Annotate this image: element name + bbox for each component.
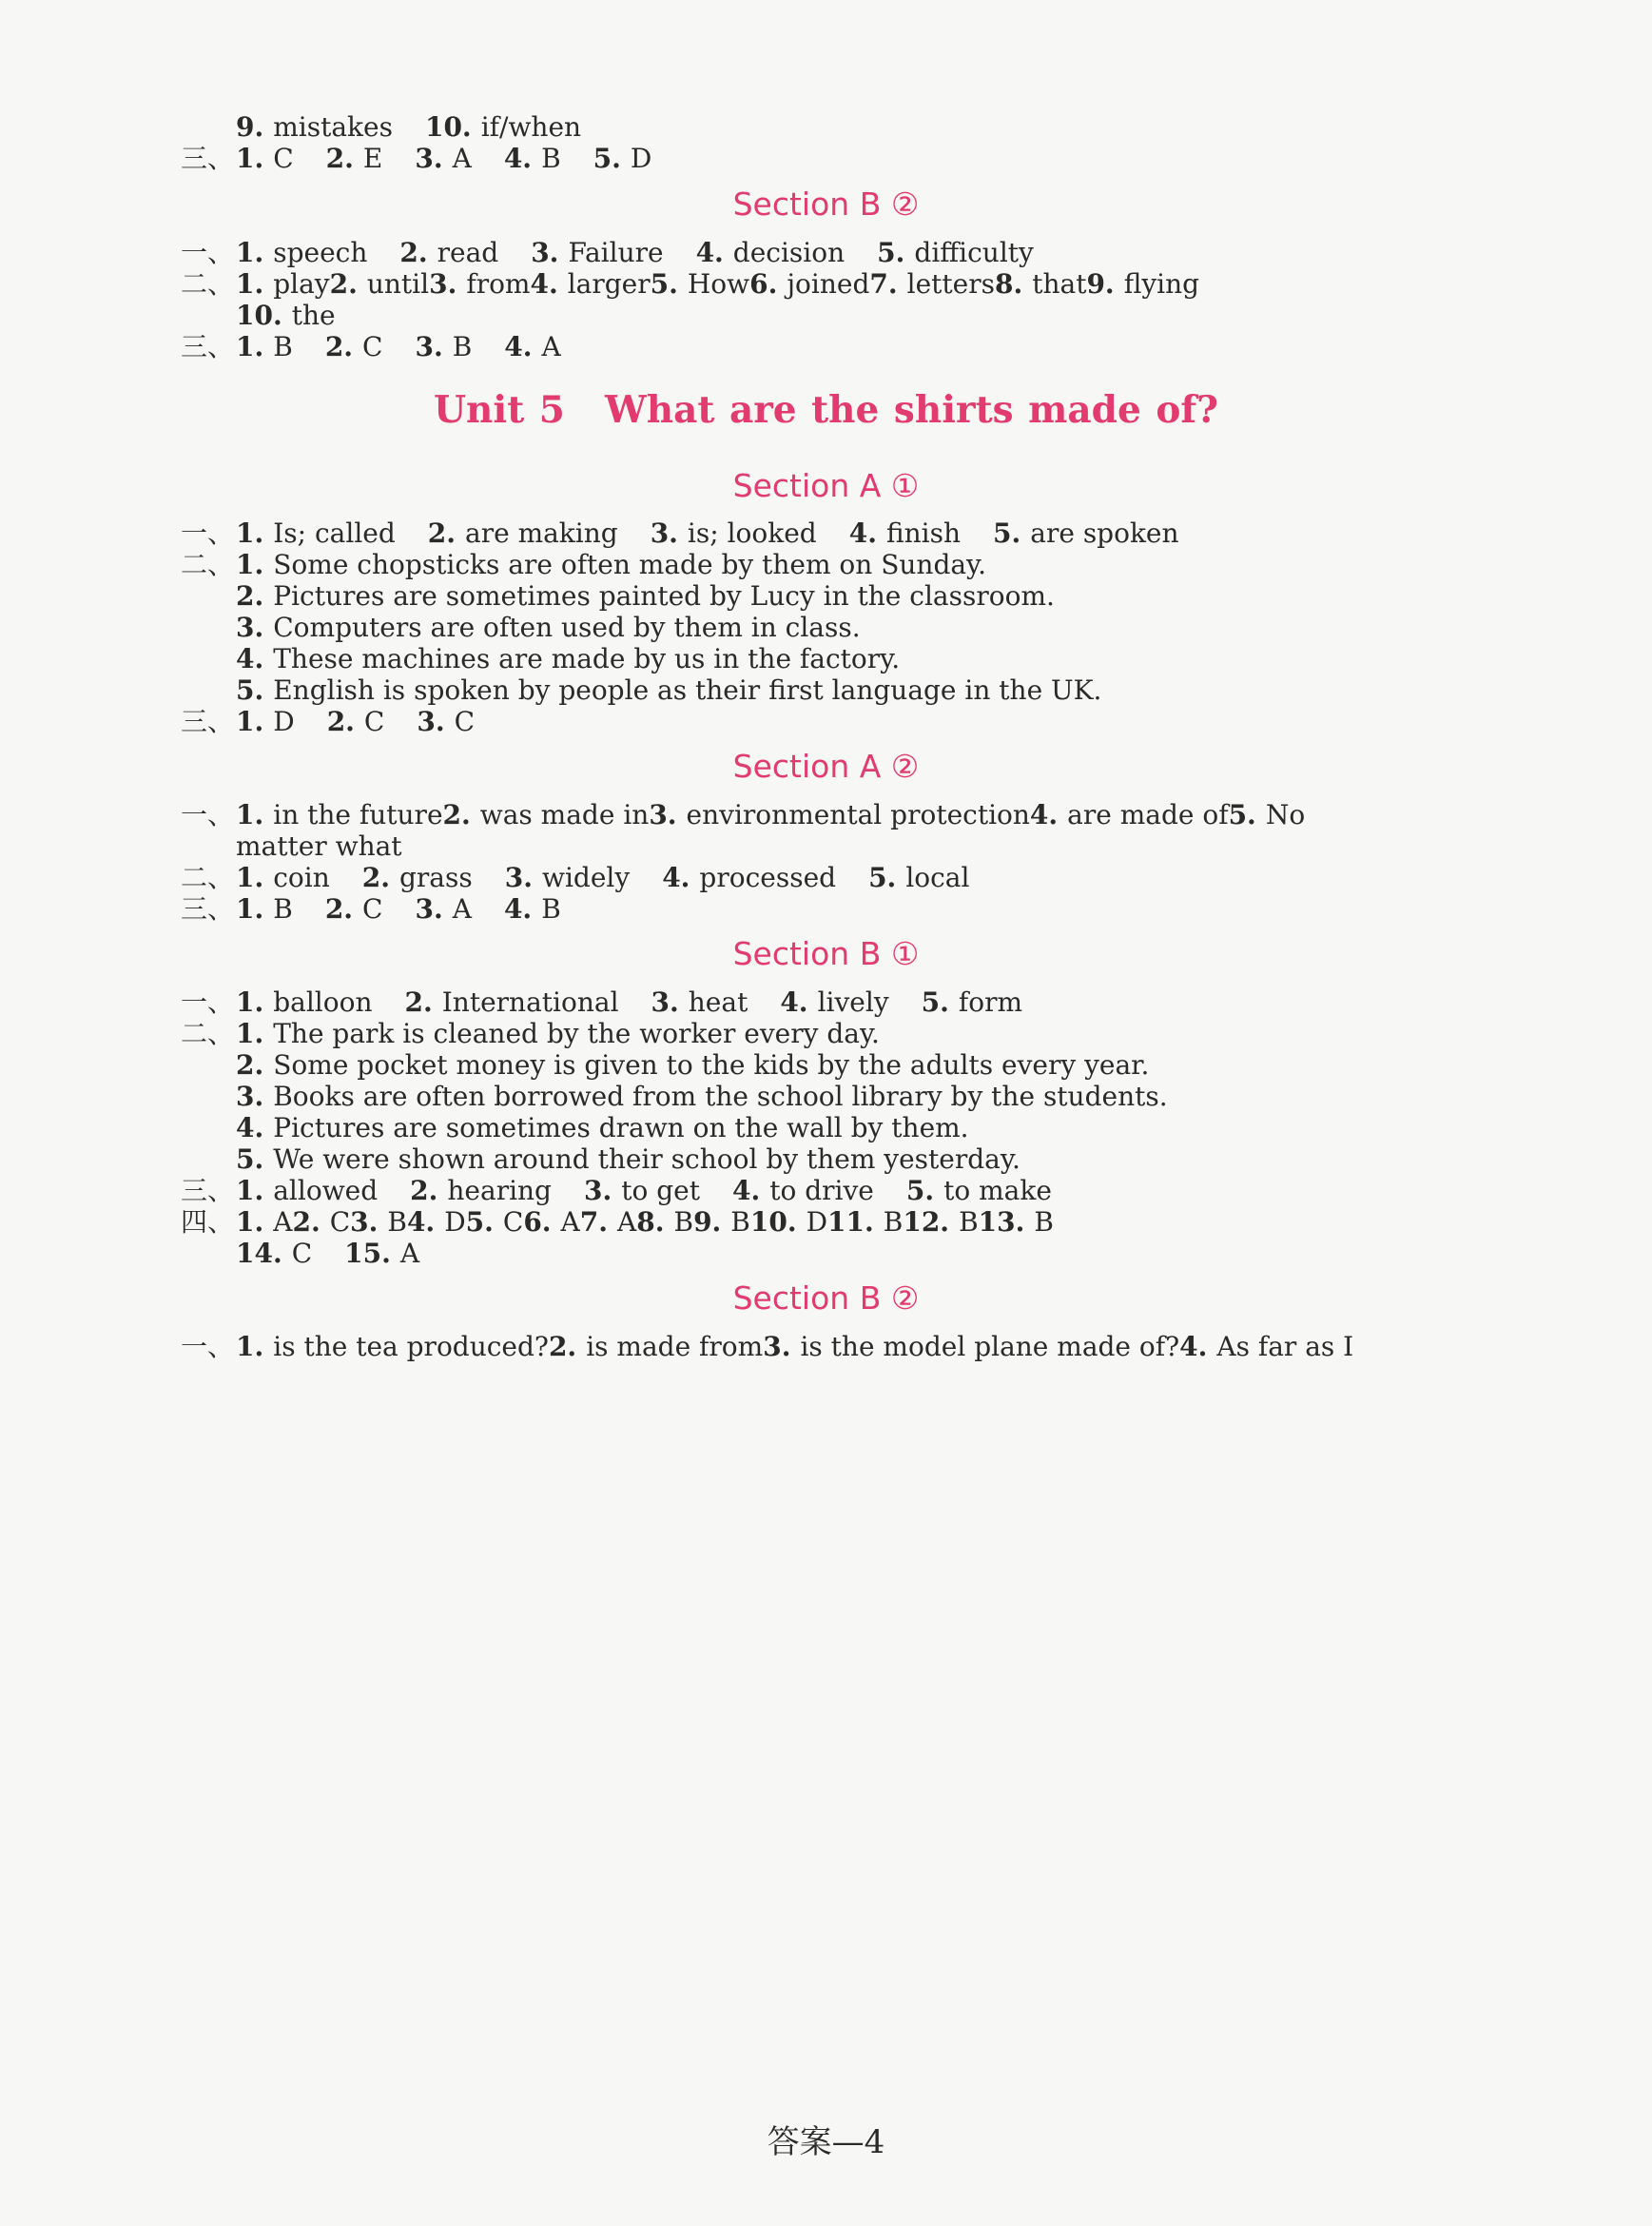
item-answer: A [452,893,472,925]
answer-item [415,893,471,925]
item-answer: decision [732,237,845,268]
item-number: 2. [292,1206,321,1238]
item-number: 3. [236,1081,264,1112]
item-number: 2. [329,268,358,300]
item-number: 3. [504,862,533,893]
answer-item [326,143,383,174]
question-group-label: 四、 [181,1206,235,1238]
item-number: 1. [236,799,264,830]
item-number: 1. [236,331,264,362]
label-with-first-item [181,1323,549,1370]
item-answer: difficulty [914,237,1034,268]
item-answer: speech [273,237,368,268]
item-answer: C [329,1206,351,1238]
question-group-label: 二、 [181,1018,235,1049]
item-answer: if/when [480,111,582,143]
item-answer: Pictures are sometimes drawn on the wall by them. [273,1112,969,1143]
item-number: 5. [905,1175,935,1206]
item-number: 4. [780,986,808,1018]
answer-item [417,706,475,737]
item-number: 1. [236,143,264,174]
item-answer: A [273,1206,293,1238]
section-heading: Section B ② [732,1279,920,1317]
answer-item [327,706,385,737]
item-answer: Failure [568,237,664,268]
item-answer: Some pocket money is given to the kids by the adults every year. [273,1049,1150,1081]
item-answer: processed [699,862,837,893]
answer-item [415,331,472,362]
item-number: 15. [344,1238,391,1269]
item-answer: flying [1123,268,1200,300]
item-number: 4. [503,893,533,925]
item-answer: C [273,143,294,174]
item-answer: B [883,1206,904,1238]
item-number: 4. [848,517,877,549]
item-answer: A [541,331,561,362]
item-number: 10. [424,111,472,143]
item-answer: local [905,862,970,893]
answer-line [181,1323,1354,1370]
item-number: 10. [236,300,282,331]
item-number: 3. [417,706,445,737]
item-number: 5. [877,237,905,268]
item-number: 2. [324,331,354,362]
item-number: 4. [731,1175,761,1206]
item-number: 2. [548,1331,577,1362]
item-number: 2. [324,893,354,925]
item-answer: B [541,893,561,925]
question-group-label: 三、 [181,143,235,174]
question-group-label: 二、 [181,862,235,893]
answer-item [504,143,561,174]
item-number: 9. [1086,268,1115,300]
item-number: 1. [236,1206,264,1238]
answer-item [549,1323,763,1370]
item-number: 3. [531,237,559,268]
item-answer: until [366,268,430,300]
answer-line [181,886,1443,932]
item-answer: was made in [479,799,650,830]
item-answer: heat [688,986,748,1018]
item-answer: is; looked [687,517,817,549]
item-answer: A [452,143,472,174]
item-answer: widely [541,862,631,893]
item-number: 4. [695,237,724,268]
item-answer: A [617,1206,637,1238]
item-number: 5. [236,1143,264,1175]
item-answer: to make [943,1175,1052,1206]
item-number: 9. [693,1206,722,1238]
item-number: 7. [579,1206,609,1238]
item-number: 3. [236,612,264,643]
item-number: 3. [350,1206,379,1238]
item-number: 3. [583,1175,612,1206]
item-answer: We were shown around their school by them yesterday. [273,1143,1020,1175]
item-answer: to get [621,1175,700,1206]
item-number: 1. [236,862,264,893]
item-number: 4. [406,1206,436,1238]
item-answer: grass [399,862,473,893]
question-group-label: 一、 [181,986,235,1018]
item-number: 5. [236,674,264,706]
item-answer: in the future [273,799,443,830]
item-number: 4. [503,143,533,174]
question-group-label: 三、 [181,706,235,737]
answer-item [344,1238,419,1269]
answer-item [236,706,295,737]
unit-title [0,384,1652,436]
item-answer: finish [885,517,962,549]
section-heading: Section B ① [732,935,920,972]
item-answer: Is; called [273,517,396,549]
unit-name: What are the shirts made of? [604,388,1218,432]
item-answer: hearing [447,1175,552,1206]
item-number: 5. [868,862,897,893]
item-number: 4. [1029,799,1059,830]
question-group-label: 三、 [181,893,235,925]
item-answer: A [560,1206,580,1238]
item-number: 13. [978,1206,1025,1238]
item-number: 9. [236,111,264,143]
item-number: 12. [903,1206,950,1238]
item-answer: English is spoken by people as their first language in the UK. [273,674,1102,706]
item-answer: C [362,893,383,925]
item-answer: balloon [273,986,373,1018]
item-number: 4. [530,268,558,300]
answer-item [1179,1323,1353,1370]
item-answer: B [959,1206,979,1238]
item-answer: form [958,986,1023,1018]
item-answer: environmental protection [686,799,1030,830]
answer-item [236,1331,549,1362]
item-number: 2. [236,1049,264,1081]
item-number: 14. [236,1238,282,1269]
item-number: 8. [994,268,1023,300]
item-answer: read [437,237,499,268]
answer-item [325,893,383,925]
page-footer: 答案—4 [767,2123,885,2161]
item-number: 3. [429,268,457,300]
item-answer: As far as I [1216,1331,1354,1362]
item-number: 2. [325,143,354,174]
question-group-label: 一、 [181,1331,235,1362]
item-number: 5. [650,268,678,300]
item-answer: B [273,331,293,362]
item-number: 4. [504,331,533,362]
item-number: 6. [523,1206,552,1238]
item-answer: C [363,706,385,737]
item-answer: are made of [1067,799,1229,830]
item-answer: Books are often borrowed from the school library by the students. [273,1081,1168,1112]
answer-item [325,331,383,362]
item-number: 4. [236,643,264,674]
item-answer: B [1034,1206,1054,1238]
item-number: 4. [236,1112,264,1143]
item-answer: is the tea produced? [273,1331,549,1362]
item-answer: No [1265,799,1306,830]
item-answer: B [452,331,473,362]
item-answer: How [687,268,750,300]
question-group-label: 一、 [181,799,235,830]
answer-line [181,698,1443,745]
item-number: 1. [236,1175,264,1206]
item-answer: D [806,1206,828,1238]
item-number: 1. [236,517,264,549]
item-number: 3. [763,1331,791,1362]
item-answer: D [444,1206,466,1238]
item-number: 2. [399,237,428,268]
item-number: 2. [236,580,264,612]
item-answer: the [291,300,336,331]
item-number: 10. [749,1206,797,1238]
question-group-label: 三、 [181,1175,235,1206]
item-answer: Pictures are sometimes painted by Lucy in the classroom. [273,580,1055,612]
item-answer: These machines are made by us in the factory. [273,643,901,674]
item-answer: coin [273,862,330,893]
item-number: 2. [427,517,457,549]
item-answer: C [291,1238,313,1269]
item-number: 3. [415,143,443,174]
item-answer: mistakes [273,111,393,143]
item-number: 3. [649,799,677,830]
item-answer: lively [817,986,889,1018]
answer-item [236,893,293,925]
item-number: 5. [465,1206,494,1238]
item-number: 2. [410,1175,438,1206]
item-answer: Computers are often used by them in class. [273,612,861,643]
item-answer: that [1032,268,1087,300]
item-answer: larger [567,268,651,300]
item-answer: B [273,893,293,925]
item-answer: joined [787,268,870,300]
item-number: 3. [415,331,443,362]
item-number: 2. [404,986,433,1018]
item-answer: play [273,268,330,300]
section-heading: Section A ② [732,748,920,785]
question-group-label: 一、 [181,517,235,549]
item-answer: to drive [769,1175,874,1206]
question-group-label: 一、 [181,237,235,268]
answer-item [593,143,652,174]
item-answer: C [454,706,476,737]
answer-item [504,331,560,362]
item-answer: D [630,143,652,174]
answer-line [236,1230,1443,1277]
section-heading: Section B ② [732,186,920,223]
item-answer: from [466,268,531,300]
item-number: 3. [650,517,678,549]
item-number: 1. [236,237,264,268]
item-answer: B [387,1206,407,1238]
item-answer: A [399,1238,420,1269]
item-number: 3. [415,893,443,925]
item-answer: B [541,143,561,174]
item-number: 2. [326,706,355,737]
item-number: 11. [827,1206,874,1238]
question-group-label: 二、 [181,549,235,580]
item-answer: B [673,1206,694,1238]
item-answer: are making [465,517,618,549]
item-answer: C [362,331,383,362]
item-number: 5. [921,986,949,1018]
item-answer: D [273,706,295,737]
item-number: 1. [236,986,264,1018]
item-number: 2. [442,799,471,830]
item-answer: International [441,986,619,1018]
item-number: 1. [236,893,264,925]
item-number: 3. [651,986,679,1018]
item-answer: The park is cleaned by the worker every day. [273,1018,880,1049]
question-group-label: 三、 [181,331,235,362]
item-answer: C [502,1206,524,1238]
answer-item [763,1323,1179,1370]
item-number: 4. [1179,1331,1208,1362]
answer-item [236,331,293,362]
unit-number: Unit 5 [434,388,565,432]
item-number: 1. [236,1331,264,1362]
item-answer: is the model plane made of? [800,1331,1180,1362]
item-answer: B [730,1206,750,1238]
answer-line [181,323,1443,370]
item-number: 8. [636,1206,665,1238]
item-number: 4. [662,862,690,893]
answer-item [415,143,471,174]
item-answer: allowed [273,1175,379,1206]
item-answer: matter what [236,830,402,862]
item-number: 5. [593,143,621,174]
item-answer: is made from [586,1331,764,1362]
item-number: 2. [361,862,390,893]
section-heading: Section A ① [732,467,920,504]
item-answer: are spoken [1030,517,1179,549]
item-number: 5. [1228,799,1256,830]
question-group-label: 二、 [181,268,235,300]
item-number: 1. [236,706,264,737]
answer-line [181,135,1443,182]
item-number: 5. [993,517,1021,549]
answer-item [504,893,561,925]
item-number: 7. [869,268,898,300]
item-number: 6. [749,268,778,300]
item-answer: E [362,143,383,174]
item-number: 1. [236,1018,264,1049]
answer-item [236,143,294,174]
item-number: 1. [236,268,264,300]
answer-item [236,1238,312,1269]
item-answer: Some chopsticks are often made by them on Sunday. [273,549,987,580]
item-number: 1. [236,549,264,580]
item-answer: letters [906,268,995,300]
